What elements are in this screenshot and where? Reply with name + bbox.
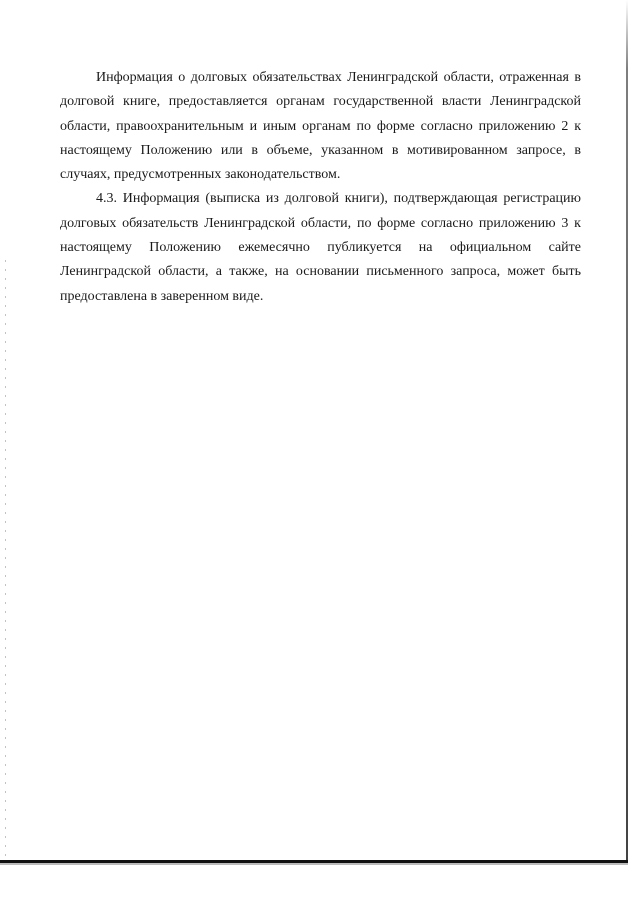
scan-right-edge-shadow <box>626 0 628 862</box>
paragraph-debt-info: Информация о долговых обязательствах Ленинградской области, отраженная в долговой книге, предоставляется органам государственной власти Ленинградской области, правоохранительным и иным органам по форме согласно приложению 2 к настоящему Положению или в объеме, указанном в мотивированном запросе, в случаях, предусмотренных законодательством. <box>60 70 581 183</box>
paragraph-4-3-extract: 4.3. Информация (выписка из долговой книги), подтверждающая регистрацию долговых обязательств Ленинградской области, по форме согласно приложению 3 к настоящему Положению ежемесячно публикуется на официальном сайте Ленинградской области, а также, на основании письменного запроса, может быть предоставлена в заверенном виде. <box>60 191 581 304</box>
scan-left-edge-artifact <box>5 260 6 860</box>
scan-bottom-edge-shadow <box>0 863 628 865</box>
document-body <box>60 66 581 309</box>
